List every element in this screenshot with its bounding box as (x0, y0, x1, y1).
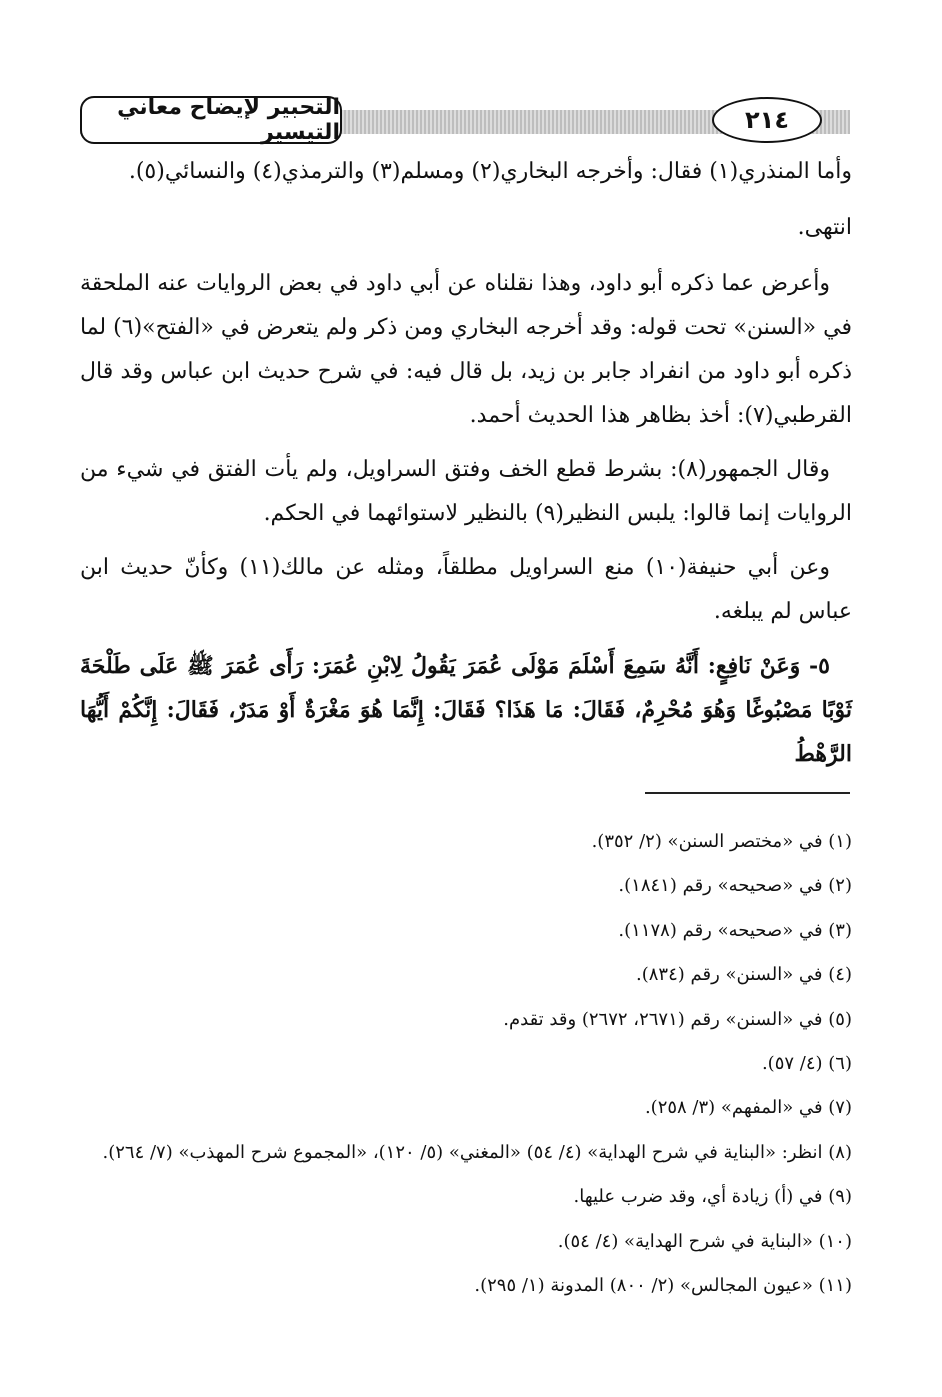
footnote-4: (٤) في «السنن» رقم (٨٣٤). (636, 964, 852, 986)
footnote-11: (١١) «عيون المجالس» (٢/ ٨٠٠) المدونة (١/ ٢٩٥). (474, 1274, 852, 1296)
footnote-6: (٦) (٤/ ٥٧). (761, 1052, 852, 1074)
footnote-2: (٢) في «صحيحه» رقم (١٨٤١). (618, 875, 852, 897)
hadith-5: ٥- وَعَنْ نَافِعٍ: أَنَّهُ سَمِعَ أَسْلَمَ مَوْلَى عُمَرَ يَقُولُ لِابْنِ عُمَرَ: رَأَى عُمَرَ ﷺ عَلَى طَلْحَةَ ثَوْبًا مَصْبُوغًا وَهُوَ مُحْرِمٌ، فَقَالَ: مَا هَذَا؟ فَقَالَ: إِنَّمَا هُوَ مَغْرَةٌ أَوْ مَدَرٌ، فَقَالَ: إِنَّكُمْ أَيُّهَا الرَّهْطُ (80, 653, 852, 767)
footnote-9: (٩) في (أ) زيادة أي، وقد ضرب عليها. (573, 1186, 852, 1208)
paragraph-mundhiri: وأما المنذري(١) فقال: وأخرجه البخاري(٢) ومسلم(٣) والترمذي(٤) والنسائي(٥). (128, 159, 852, 184)
footnote-10: (١٠) «البناية في شرح الهداية» (٤/ ٥٤). (557, 1230, 852, 1252)
page-number: ٢١٤ (712, 97, 822, 143)
paragraph-intaha: انتهى. (797, 215, 852, 240)
page-header (80, 96, 850, 150)
footnote-1: (١) في «مختصر السنن» (٢/ ٣٥٢). (591, 831, 852, 852)
footnote-5: (٥) في «السنن» رقم (٢٦٧١، ٢٦٧٢) وقد تقدم. (503, 1008, 852, 1030)
paragraph-abu-hanifa: وعن أبي حنيفة(١٠) منع السراويل مطلقاً، ومثله عن مالك(١١) وكأنّ حديث ابن عباس لم يبلغه. (80, 555, 852, 624)
paragraph-abu-dawud: وأعرض عما ذكره أبو داود، وهذا نقلناه عن أبي داود في بعض الروايات عنه الملحقة في «السنن» تحت قوله: وقد أخرجه البخاري ومن ذكر ولم يتعرض في «الفتح»(٦) لما ذكره أبو داود من انفراد جابر بن زيد، بل قال فيه: في شرح حديث ابن عباس وقد قال القرطبي(٧): أخذ بظاهر هذا الحديث أحمد. (80, 271, 852, 428)
footnote-8: (٨) انظر: «البناية في شرح الهداية» (٤/ ٥٤) «المغني» (٥/ ١٢٠)، «المجموع شرح المهذب» (٧/ ٢٦٤). (102, 1141, 852, 1163)
paragraph-jumhur: وقال الجمهور(٨): بشرط قطع الخف وفتق السراويل، ولم يأت الفتق في شيء من الروايات إنما قالوا: يلبس النظير(٩) بالنظير لاستوائهما في الحكم. (80, 457, 852, 526)
book-title: التحبير لإيضاح معاني التيسير (80, 96, 342, 144)
main-text (80, 150, 852, 786)
footnote-7: (٧) في «المفهم» (٣/ ٢٥٨). (644, 1097, 852, 1119)
footnotes (80, 820, 852, 1308)
footnote-3: (٣) في «صحيحه» رقم (١١٧٨). (618, 919, 852, 941)
footnote-separator (645, 792, 850, 794)
